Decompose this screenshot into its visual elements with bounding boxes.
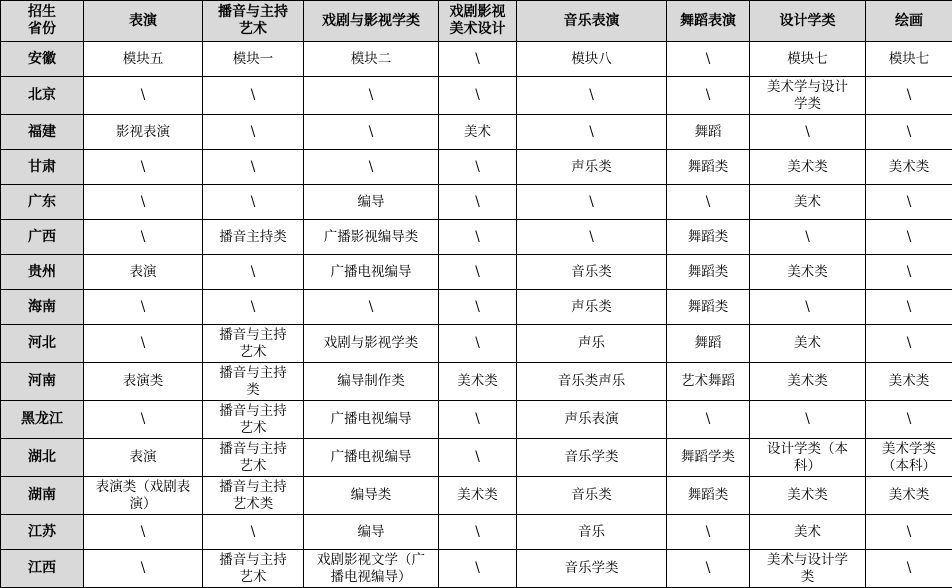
table-cell: 美术学类 （本科） <box>866 439 952 477</box>
header-dance-performance: 舞蹈表演 <box>667 1 750 42</box>
table-cell: \ <box>203 515 304 550</box>
table-row <box>1 150 952 185</box>
table-cell: 音乐学类 <box>517 439 667 477</box>
table-cell: 播音与主持 类 <box>203 363 304 401</box>
table-cell: \ <box>439 42 517 77</box>
table-cell: \ <box>866 325 952 363</box>
table-cell: 音乐类声乐 <box>517 363 667 401</box>
table-cell: 美术 <box>750 325 866 363</box>
table-row <box>1 290 952 325</box>
province-cell: 贵州 <box>1 255 84 290</box>
table-cell: 编导 <box>304 515 439 550</box>
table-cell: 美术类 <box>750 150 866 185</box>
table-cell: 艺术舞蹈 <box>667 363 750 401</box>
table-row <box>1 439 952 477</box>
table-cell: \ <box>667 515 750 550</box>
table-cell: 美术类 <box>866 477 952 515</box>
table-cell: \ <box>517 220 667 255</box>
table-cell: \ <box>517 115 667 150</box>
table-cell: 舞蹈类 <box>667 477 750 515</box>
table-cell: 美术 <box>439 115 517 150</box>
table-cell: \ <box>750 401 866 439</box>
table-cell: \ <box>84 515 203 550</box>
table-cell: 播音与主持 艺术 <box>203 325 304 363</box>
header-drama-film: 戏剧与影视学类 <box>304 1 439 42</box>
table-row <box>1 363 952 401</box>
table-cell: \ <box>84 290 203 325</box>
table-cell: 舞蹈 <box>667 115 750 150</box>
table-cell: \ <box>203 255 304 290</box>
table-cell: \ <box>439 515 517 550</box>
table-cell: 影视表演 <box>84 115 203 150</box>
table-cell: \ <box>866 550 952 588</box>
table-cell: 编导类 <box>304 477 439 515</box>
table-cell: \ <box>866 220 952 255</box>
table-cell: \ <box>439 255 517 290</box>
table-cell: 设计学类（本 科） <box>750 439 866 477</box>
table-cell: 美术类 <box>439 477 517 515</box>
table-row <box>1 477 952 515</box>
table-cell: \ <box>304 115 439 150</box>
table-cell: 美术类 <box>750 363 866 401</box>
header-drama-art-design: 戏剧影视 美术设计 <box>439 1 517 42</box>
table-cell: 舞蹈学类 <box>667 439 750 477</box>
table-cell: 模块二 <box>304 42 439 77</box>
province-cell: 江苏 <box>1 515 84 550</box>
table-row <box>1 77 952 115</box>
province-cell: 广西 <box>1 220 84 255</box>
province-cell: 甘肃 <box>1 150 84 185</box>
table-cell: 音乐学类 <box>517 550 667 588</box>
table-cell: 播音主持类 <box>203 220 304 255</box>
table-row <box>1 401 952 439</box>
table-cell: \ <box>517 77 667 115</box>
table-cell: 表演 <box>84 439 203 477</box>
table-cell: 音乐 <box>517 515 667 550</box>
table-cell: \ <box>866 77 952 115</box>
table-cell: \ <box>203 115 304 150</box>
table-cell: \ <box>667 550 750 588</box>
table-cell: \ <box>203 185 304 220</box>
table-cell: 广播电视编导 <box>304 439 439 477</box>
table-cell: 美术 <box>750 185 866 220</box>
table-cell: \ <box>866 401 952 439</box>
table-cell: \ <box>667 185 750 220</box>
table-cell: \ <box>84 401 203 439</box>
header-painting: 绘画 <box>866 1 952 42</box>
header-music-performance: 音乐表演 <box>517 1 667 42</box>
table-cell: \ <box>750 115 866 150</box>
table-cell: 表演类 <box>84 363 203 401</box>
table-cell: 声乐 <box>517 325 667 363</box>
table-cell: 声乐类 <box>517 290 667 325</box>
table-cell: 表演 <box>84 255 203 290</box>
table-cell: \ <box>667 401 750 439</box>
table-cell: \ <box>667 77 750 115</box>
table-cell: \ <box>866 115 952 150</box>
table-cell: \ <box>750 290 866 325</box>
table-cell: \ <box>203 290 304 325</box>
header-row <box>1 1 952 42</box>
province-cell: 河南 <box>1 363 84 401</box>
table-cell: \ <box>866 290 952 325</box>
table-cell: \ <box>439 325 517 363</box>
table-cell: \ <box>439 185 517 220</box>
table-cell: 舞蹈类 <box>667 220 750 255</box>
table-cell: 播音与主持 艺术 <box>203 401 304 439</box>
province-cell: 湖北 <box>1 439 84 477</box>
table-cell: \ <box>439 220 517 255</box>
table-cell: 编导制作类 <box>304 363 439 401</box>
table-cell: \ <box>439 77 517 115</box>
table-cell: 播音与主持 艺术 <box>203 439 304 477</box>
table-cell: 美术类 <box>866 150 952 185</box>
table-cell: \ <box>304 150 439 185</box>
province-cell: 湖南 <box>1 477 84 515</box>
table-cell: 美术类 <box>750 255 866 290</box>
province-cell: 福建 <box>1 115 84 150</box>
table-cell: \ <box>304 290 439 325</box>
table-cell: 音乐类 <box>517 255 667 290</box>
table-row <box>1 220 952 255</box>
table-cell: \ <box>84 185 203 220</box>
table-cell: \ <box>439 401 517 439</box>
table-cell: \ <box>439 290 517 325</box>
province-cell: 广东 <box>1 185 84 220</box>
table-cell: \ <box>84 150 203 185</box>
table-cell: \ <box>866 255 952 290</box>
header-design: 设计学类 <box>750 1 866 42</box>
table-cell: 广播电视编导 <box>304 401 439 439</box>
table-cell: 模块八 <box>517 42 667 77</box>
table-cell: \ <box>439 439 517 477</box>
table-cell: \ <box>439 550 517 588</box>
table-cell: 戏剧与影视学类 <box>304 325 439 363</box>
province-cell: 江西 <box>1 550 84 588</box>
table-row <box>1 515 952 550</box>
table-cell: 模块一 <box>203 42 304 77</box>
province-cell: 北京 <box>1 77 84 115</box>
table-row <box>1 185 952 220</box>
table-row <box>1 42 952 77</box>
table-cell: 声乐表演 <box>517 401 667 439</box>
table-cell: 美术 <box>750 515 866 550</box>
header-province: 招生 省份 <box>1 1 84 42</box>
header-performance: 表演 <box>84 1 203 42</box>
province-cell: 海南 <box>1 290 84 325</box>
table-cell: 美术类 <box>866 363 952 401</box>
province-cell: 河北 <box>1 325 84 363</box>
table-cell: \ <box>203 150 304 185</box>
table-cell: \ <box>84 77 203 115</box>
table-cell: 表演类（戏剧表 演） <box>84 477 203 515</box>
table-cell: 美术学与设计 学类 <box>750 77 866 115</box>
table-cell: 模块五 <box>84 42 203 77</box>
table-cell: 美术与设计学 类 <box>750 550 866 588</box>
table-cell: \ <box>866 185 952 220</box>
table-cell: 模块七 <box>750 42 866 77</box>
table-cell: \ <box>750 220 866 255</box>
table-cell: 舞蹈类 <box>667 150 750 185</box>
table-cell: 戏剧影视文学（广 播电视编导） <box>304 550 439 588</box>
table-cell: 音乐类 <box>517 477 667 515</box>
header-broadcasting: 播音与主持 艺术 <box>203 1 304 42</box>
table-cell: 播音与主持 艺术 <box>203 550 304 588</box>
table-cell: 编导 <box>304 185 439 220</box>
table-cell: \ <box>439 150 517 185</box>
table-cell: \ <box>866 515 952 550</box>
table-cell: 播音与主持 艺术类 <box>203 477 304 515</box>
table-cell: \ <box>84 550 203 588</box>
table-row <box>1 325 952 363</box>
table-row <box>1 115 952 150</box>
table-cell: 声乐类 <box>517 150 667 185</box>
table-cell: 美术类 <box>750 477 866 515</box>
table-cell: \ <box>84 325 203 363</box>
table-cell: 美术类 <box>439 363 517 401</box>
table-body <box>1 42 952 588</box>
table-row <box>1 550 952 588</box>
table-cell: \ <box>84 220 203 255</box>
province-cell: 安徽 <box>1 42 84 77</box>
table-cell: 舞蹈类 <box>667 290 750 325</box>
table-cell: \ <box>203 77 304 115</box>
table-cell: \ <box>667 42 750 77</box>
table-cell: 广播电视编导 <box>304 255 439 290</box>
table-cell: 舞蹈类 <box>667 255 750 290</box>
province-cell: 黑龙江 <box>1 401 84 439</box>
table-cell: 广播影视编导类 <box>304 220 439 255</box>
table-cell: \ <box>517 185 667 220</box>
table-row <box>1 255 952 290</box>
table-cell: 舞蹈 <box>667 325 750 363</box>
table-cell: 模块七 <box>866 42 952 77</box>
table-cell: \ <box>304 77 439 115</box>
